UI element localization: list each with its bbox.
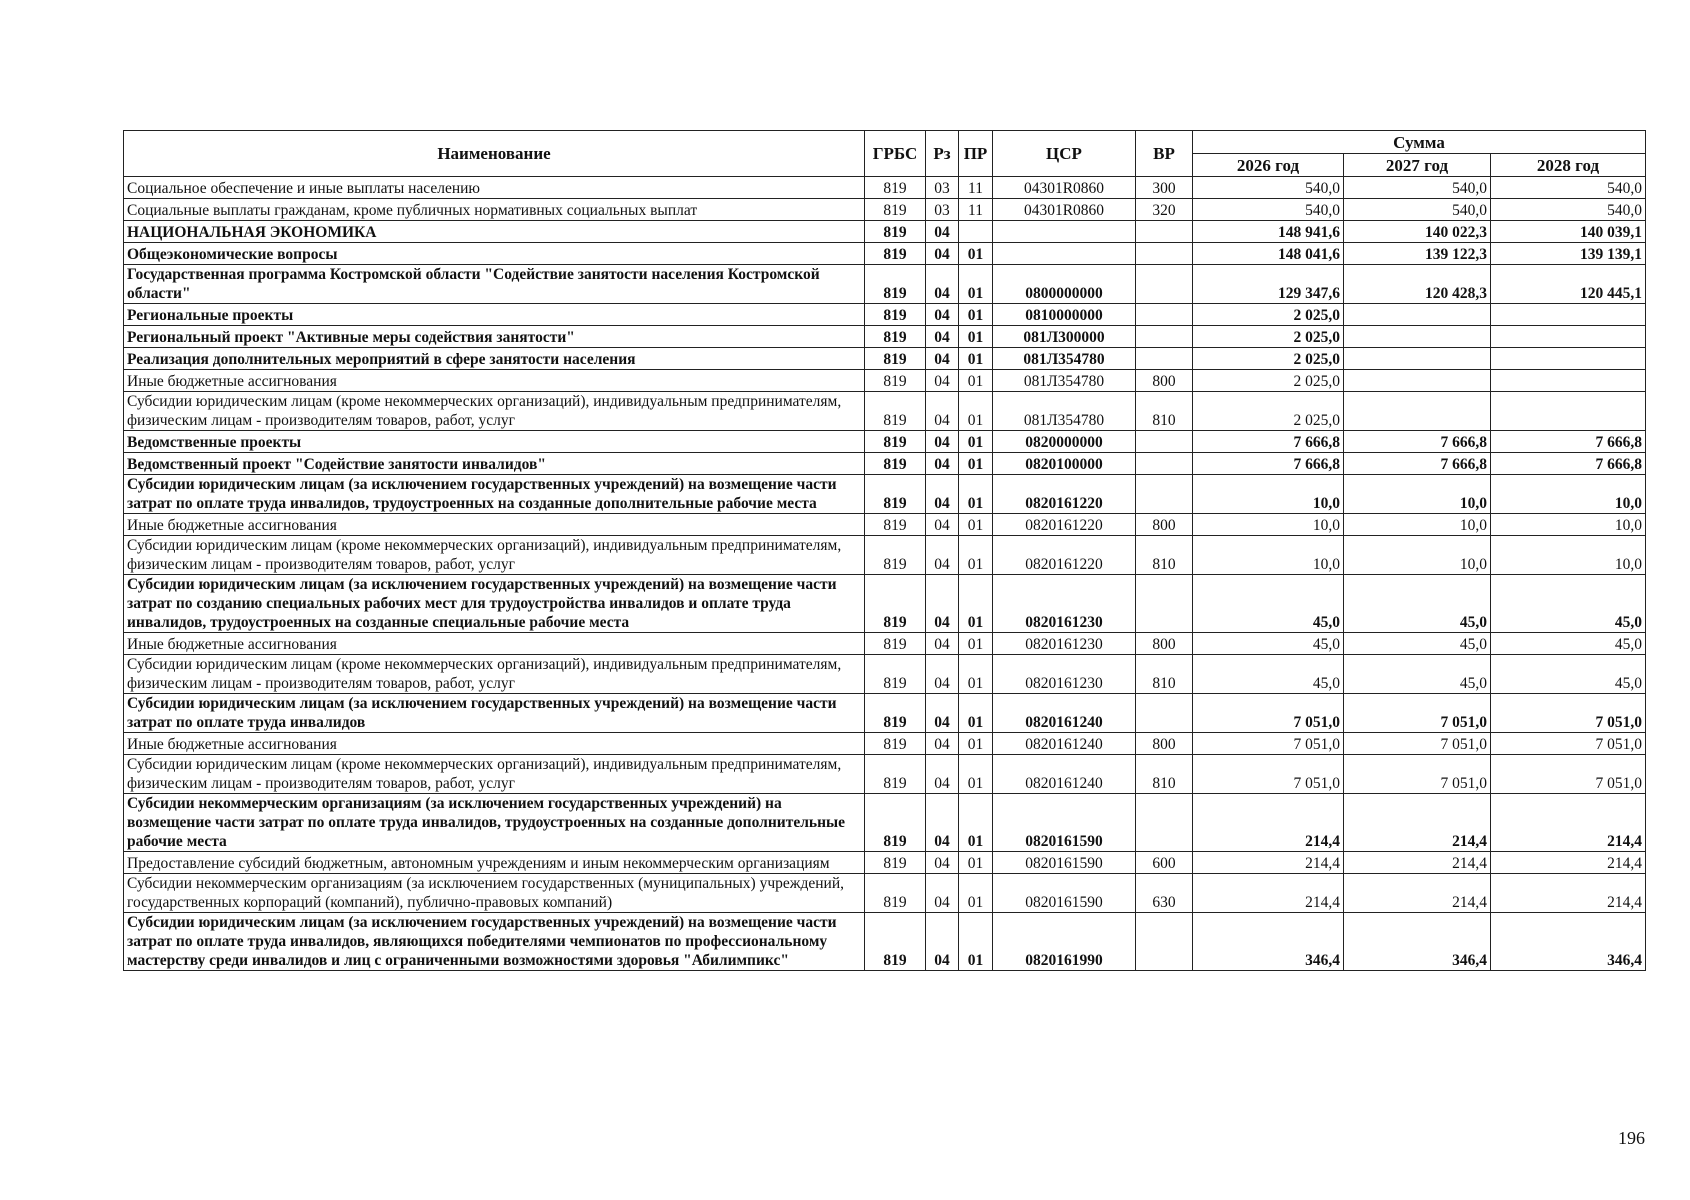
row-rz: 04 — [926, 755, 959, 794]
row-sum-2027: 540,0 — [1344, 177, 1491, 199]
row-pr: 01 — [959, 326, 993, 348]
row-csr: 0820161220 — [993, 514, 1136, 536]
row-vr: 810 — [1136, 755, 1193, 794]
row-grbs: 819 — [865, 733, 926, 755]
row-sum-2027 — [1344, 326, 1491, 348]
row-rz: 04 — [926, 370, 959, 392]
row-rz: 04 — [926, 852, 959, 874]
row-grbs: 819 — [865, 755, 926, 794]
row-sum-2028: 540,0 — [1491, 177, 1646, 199]
row-rz: 04 — [926, 633, 959, 655]
row-sum-2026: 45,0 — [1193, 655, 1344, 694]
row-vr — [1136, 453, 1193, 475]
row-csr: 0820161590 — [993, 794, 1136, 852]
row-rz: 04 — [926, 514, 959, 536]
row-pr: 01 — [959, 453, 993, 475]
row-sum-2028 — [1491, 304, 1646, 326]
row-name: Субсидии некоммерческим организациям (за исключением государственных (муниципальных) учреждений, государственных корпораций (компаний), публично-правовых компаний) — [124, 874, 865, 913]
row-csr: 081Л354780 — [993, 348, 1136, 370]
col-header-grbs: ГРБС — [865, 131, 926, 177]
row-name: Субсидии юридическим лицам (кроме некоммерческих организаций), индивидуальным предпринимателям, физическим лицам - производителям товаров, работ, услуг — [124, 755, 865, 794]
row-grbs: 819 — [865, 221, 926, 243]
row-name: Субсидии юридическим лицам (за исключением государственных учреждений) на возмещение части затрат по оплате труда инвалидов, являющихся победителями чемпионатов по профессиональному мастерству среди инвалидов и лиц с ограниченными возможностями здоровья "Абилимпикс" — [124, 913, 865, 971]
table-row — [124, 431, 1646, 453]
row-grbs: 819 — [865, 874, 926, 913]
row-csr: 081Л300000 — [993, 326, 1136, 348]
row-vr — [1136, 221, 1193, 243]
row-sum-2028: 7 051,0 — [1491, 733, 1646, 755]
row-sum-2027: 7 666,8 — [1344, 453, 1491, 475]
row-name: Предоставление субсидий бюджетным, автономным учреждениям и иным некоммерческим организациям — [124, 852, 865, 874]
table-row — [124, 392, 1646, 431]
row-pr: 01 — [959, 874, 993, 913]
row-grbs: 819 — [865, 392, 926, 431]
row-vr — [1136, 575, 1193, 633]
row-sum-2027: 346,4 — [1344, 913, 1491, 971]
row-csr: 0820161240 — [993, 755, 1136, 794]
row-pr: 01 — [959, 265, 993, 304]
row-vr: 630 — [1136, 874, 1193, 913]
row-vr — [1136, 243, 1193, 265]
row-sum-2026: 7 051,0 — [1193, 755, 1344, 794]
row-vr: 810 — [1136, 655, 1193, 694]
row-csr: 0800000000 — [993, 265, 1136, 304]
table-row — [124, 755, 1646, 794]
row-name: Субсидии юридическим лицам (за исключением государственных учреждений) на возмещение части затрат по оплате труда инвалидов — [124, 694, 865, 733]
col-header-rz: Рз — [926, 131, 959, 177]
row-csr: 081Л354780 — [993, 370, 1136, 392]
row-sum-2026: 45,0 — [1193, 575, 1344, 633]
row-sum-2027: 45,0 — [1344, 633, 1491, 655]
row-csr: 081Л354780 — [993, 392, 1136, 431]
row-sum-2027: 540,0 — [1344, 199, 1491, 221]
row-sum-2026: 7 666,8 — [1193, 453, 1344, 475]
row-sum-2026: 346,4 — [1193, 913, 1344, 971]
page-number: 196 — [1618, 1128, 1645, 1148]
row-sum-2028 — [1491, 370, 1646, 392]
row-csr: 04301R0860 — [993, 177, 1136, 199]
table-row — [124, 370, 1646, 392]
row-rz: 04 — [926, 392, 959, 431]
row-grbs: 819 — [865, 794, 926, 852]
row-name: Субсидии юридическим лицам (кроме некоммерческих организаций), индивидуальным предпринимателям, физическим лицам - производителям товаров, работ, услуг — [124, 536, 865, 575]
row-sum-2028: 45,0 — [1491, 655, 1646, 694]
table-body — [124, 177, 1646, 971]
row-sum-2026: 10,0 — [1193, 475, 1344, 514]
row-rz: 04 — [926, 431, 959, 453]
row-sum-2028: 140 039,1 — [1491, 221, 1646, 243]
row-rz: 04 — [926, 265, 959, 304]
row-sum-2026: 148 941,6 — [1193, 221, 1344, 243]
col-header-csr: ЦСР — [993, 131, 1136, 177]
row-pr: 01 — [959, 243, 993, 265]
row-vr: 320 — [1136, 199, 1193, 221]
row-sum-2026: 129 347,6 — [1193, 265, 1344, 304]
row-grbs: 819 — [865, 453, 926, 475]
row-sum-2027: 10,0 — [1344, 536, 1491, 575]
row-sum-2027: 139 122,3 — [1344, 243, 1491, 265]
row-pr: 01 — [959, 694, 993, 733]
row-csr: 0820161240 — [993, 694, 1136, 733]
row-grbs: 819 — [865, 536, 926, 575]
row-name: Иные бюджетные ассигнования — [124, 633, 865, 655]
row-grbs: 819 — [865, 633, 926, 655]
row-name: Реализация дополнительных мероприятий в сфере занятости населения — [124, 348, 865, 370]
row-pr — [959, 221, 993, 243]
row-grbs: 819 — [865, 913, 926, 971]
row-sum-2028: 7 666,8 — [1491, 453, 1646, 475]
row-name: Иные бюджетные ассигнования — [124, 370, 865, 392]
col-header-sum: Сумма — [1193, 131, 1646, 154]
row-name: Субсидии некоммерческим организациям (за исключением государственных учреждений) на возмещение части затрат по оплате труда инвалидов, трудоустроенных на созданные дополнительные рабочие места — [124, 794, 865, 852]
col-header-2028: 2028 год — [1491, 154, 1646, 177]
row-name: Государственная программа Костромской области "Содействие занятости населения Костромской области" — [124, 265, 865, 304]
row-vr: 600 — [1136, 852, 1193, 874]
row-grbs: 819 — [865, 431, 926, 453]
row-grbs: 819 — [865, 575, 926, 633]
row-sum-2028: 214,4 — [1491, 852, 1646, 874]
row-sum-2026: 2 025,0 — [1193, 326, 1344, 348]
row-rz: 04 — [926, 304, 959, 326]
row-pr: 01 — [959, 304, 993, 326]
table-row — [124, 177, 1646, 199]
row-name: Общеэкономические вопросы — [124, 243, 865, 265]
row-name: Субсидии юридическим лицам (кроме некоммерческих организаций), индивидуальным предпринимателям, физическим лицам - производителям товаров, работ, услуг — [124, 392, 865, 431]
row-grbs: 819 — [865, 694, 926, 733]
row-name: Субсидии юридическим лицам (за исключением государственных учреждений) на возмещение части затрат по оплате труда инвалидов, трудоустроенных на созданные дополнительные рабочие места — [124, 475, 865, 514]
row-sum-2027: 140 022,3 — [1344, 221, 1491, 243]
row-name: Субсидии юридическим лицам (за исключением государственных учреждений) на возмещение части затрат по созданию специальных рабочих мест для трудоустройства инвалидов и оплате труда инвалидов, трудоустроенных на созданные специальные рабочие места — [124, 575, 865, 633]
row-pr: 01 — [959, 913, 993, 971]
col-header-pr: ПР — [959, 131, 993, 177]
row-sum-2026: 214,4 — [1193, 874, 1344, 913]
budget-table — [123, 130, 1646, 971]
row-rz: 04 — [926, 221, 959, 243]
row-sum-2026: 2 025,0 — [1193, 370, 1344, 392]
row-sum-2028 — [1491, 326, 1646, 348]
row-pr: 01 — [959, 536, 993, 575]
row-sum-2027: 120 428,3 — [1344, 265, 1491, 304]
row-grbs: 819 — [865, 514, 926, 536]
row-grbs: 819 — [865, 655, 926, 694]
table-row — [124, 221, 1646, 243]
row-grbs: 819 — [865, 243, 926, 265]
row-sum-2028: 10,0 — [1491, 475, 1646, 514]
row-rz: 04 — [926, 874, 959, 913]
row-vr — [1136, 265, 1193, 304]
row-rz: 04 — [926, 536, 959, 575]
row-vr — [1136, 304, 1193, 326]
row-sum-2026: 2 025,0 — [1193, 304, 1344, 326]
row-csr: 0810000000 — [993, 304, 1136, 326]
row-vr — [1136, 913, 1193, 971]
row-vr: 800 — [1136, 633, 1193, 655]
row-pr: 01 — [959, 431, 993, 453]
row-sum-2028: 540,0 — [1491, 199, 1646, 221]
row-pr: 01 — [959, 852, 993, 874]
row-grbs: 819 — [865, 177, 926, 199]
row-sum-2026: 45,0 — [1193, 633, 1344, 655]
row-vr: 800 — [1136, 733, 1193, 755]
row-vr — [1136, 794, 1193, 852]
table-row — [124, 536, 1646, 575]
row-csr: 0820161990 — [993, 913, 1136, 971]
table-row — [124, 874, 1646, 913]
row-sum-2028: 10,0 — [1491, 514, 1646, 536]
row-grbs: 819 — [865, 265, 926, 304]
row-rz: 04 — [926, 575, 959, 633]
row-csr — [993, 221, 1136, 243]
row-rz: 04 — [926, 733, 959, 755]
row-name: Социальное обеспечение и иные выплаты населению — [124, 177, 865, 199]
table-row — [124, 326, 1646, 348]
row-sum-2026: 7 051,0 — [1193, 733, 1344, 755]
row-csr: 0820161590 — [993, 852, 1136, 874]
row-sum-2027: 7 051,0 — [1344, 733, 1491, 755]
row-pr: 11 — [959, 177, 993, 199]
row-name: Региональный проект "Активные меры содействия занятости" — [124, 326, 865, 348]
row-pr: 01 — [959, 514, 993, 536]
table-row — [124, 514, 1646, 536]
row-name: Региональные проекты — [124, 304, 865, 326]
row-sum-2026: 214,4 — [1193, 852, 1344, 874]
col-header-2027: 2027 год — [1344, 154, 1491, 177]
row-sum-2027 — [1344, 392, 1491, 431]
row-pr: 01 — [959, 733, 993, 755]
table-row — [124, 794, 1646, 852]
col-header-vr: ВР — [1136, 131, 1193, 177]
row-sum-2028: 10,0 — [1491, 536, 1646, 575]
row-sum-2027: 214,4 — [1344, 794, 1491, 852]
row-sum-2026: 540,0 — [1193, 177, 1344, 199]
row-csr: 0820161220 — [993, 536, 1136, 575]
table-row — [124, 655, 1646, 694]
row-vr — [1136, 431, 1193, 453]
row-sum-2028: 214,4 — [1491, 874, 1646, 913]
row-vr — [1136, 475, 1193, 514]
row-sum-2028: 7 051,0 — [1491, 755, 1646, 794]
table-row — [124, 475, 1646, 514]
row-pr: 01 — [959, 633, 993, 655]
row-pr: 01 — [959, 392, 993, 431]
row-sum-2026: 148 041,6 — [1193, 243, 1344, 265]
row-sum-2028: 139 139,1 — [1491, 243, 1646, 265]
row-vr: 800 — [1136, 370, 1193, 392]
row-sum-2026: 2 025,0 — [1193, 348, 1344, 370]
row-sum-2028 — [1491, 392, 1646, 431]
table-header — [124, 131, 1646, 177]
row-sum-2026: 10,0 — [1193, 514, 1344, 536]
row-name: НАЦИОНАЛЬНАЯ ЭКОНОМИКА — [124, 221, 865, 243]
row-rz: 04 — [926, 913, 959, 971]
table-row — [124, 575, 1646, 633]
row-sum-2026: 10,0 — [1193, 536, 1344, 575]
table-row — [124, 304, 1646, 326]
col-header-2026: 2026 год — [1193, 154, 1344, 177]
row-csr: 0820161230 — [993, 633, 1136, 655]
row-grbs: 819 — [865, 370, 926, 392]
row-sum-2028: 45,0 — [1491, 575, 1646, 633]
row-sum-2027: 214,4 — [1344, 852, 1491, 874]
row-pr: 11 — [959, 199, 993, 221]
row-sum-2028 — [1491, 348, 1646, 370]
row-sum-2027 — [1344, 370, 1491, 392]
row-pr: 01 — [959, 655, 993, 694]
table-row — [124, 913, 1646, 971]
row-sum-2027: 7 051,0 — [1344, 694, 1491, 733]
row-name: Ведомственные проекты — [124, 431, 865, 453]
row-sum-2027: 214,4 — [1344, 874, 1491, 913]
row-rz: 04 — [926, 794, 959, 852]
row-vr: 800 — [1136, 514, 1193, 536]
row-rz: 04 — [926, 326, 959, 348]
row-grbs: 819 — [865, 348, 926, 370]
row-vr: 300 — [1136, 177, 1193, 199]
row-sum-2026: 7 051,0 — [1193, 694, 1344, 733]
row-csr: 0820000000 — [993, 431, 1136, 453]
row-rz: 03 — [926, 199, 959, 221]
row-rz: 04 — [926, 453, 959, 475]
row-name: Ведомственный проект "Содействие занятости инвалидов" — [124, 453, 865, 475]
table-row — [124, 733, 1646, 755]
row-name: Субсидии юридическим лицам (кроме некоммерческих организаций), индивидуальным предпринимателям, физическим лицам - производителям товаров, работ, услуг — [124, 655, 865, 694]
row-grbs: 819 — [865, 304, 926, 326]
table-row — [124, 852, 1646, 874]
row-grbs: 819 — [865, 475, 926, 514]
row-sum-2027: 45,0 — [1344, 655, 1491, 694]
row-name: Иные бюджетные ассигнования — [124, 733, 865, 755]
row-sum-2027: 7 666,8 — [1344, 431, 1491, 453]
row-vr: 810 — [1136, 392, 1193, 431]
table-row — [124, 694, 1646, 733]
row-csr: 0820100000 — [993, 453, 1136, 475]
col-header-name: Наименование — [124, 131, 865, 177]
row-pr: 01 — [959, 370, 993, 392]
row-csr: 0820161240 — [993, 733, 1136, 755]
row-pr: 01 — [959, 475, 993, 514]
row-rz: 04 — [926, 348, 959, 370]
row-sum-2028: 120 445,1 — [1491, 265, 1646, 304]
row-csr: 04301R0860 — [993, 199, 1136, 221]
row-pr: 01 — [959, 755, 993, 794]
row-rz: 04 — [926, 243, 959, 265]
row-sum-2028: 214,4 — [1491, 794, 1646, 852]
row-sum-2027: 10,0 — [1344, 514, 1491, 536]
row-sum-2027: 45,0 — [1344, 575, 1491, 633]
row-sum-2028: 346,4 — [1491, 913, 1646, 971]
row-vr — [1136, 326, 1193, 348]
row-sum-2027 — [1344, 304, 1491, 326]
row-pr: 01 — [959, 348, 993, 370]
table-row — [124, 348, 1646, 370]
table-row — [124, 199, 1646, 221]
row-pr: 01 — [959, 794, 993, 852]
row-sum-2026: 214,4 — [1193, 794, 1344, 852]
row-sum-2028: 45,0 — [1491, 633, 1646, 655]
row-grbs: 819 — [865, 852, 926, 874]
row-rz: 03 — [926, 177, 959, 199]
row-name: Иные бюджетные ассигнования — [124, 514, 865, 536]
row-vr: 810 — [1136, 536, 1193, 575]
table-row — [124, 453, 1646, 475]
row-csr: 0820161230 — [993, 655, 1136, 694]
row-sum-2027 — [1344, 348, 1491, 370]
row-vr — [1136, 348, 1193, 370]
row-csr: 0820161590 — [993, 874, 1136, 913]
row-name: Социальные выплаты гражданам, кроме публичных нормативных социальных выплат — [124, 199, 865, 221]
row-csr: 0820161230 — [993, 575, 1136, 633]
row-rz: 04 — [926, 655, 959, 694]
table-row — [124, 243, 1646, 265]
row-grbs: 819 — [865, 326, 926, 348]
row-sum-2026: 7 666,8 — [1193, 431, 1344, 453]
row-sum-2027: 10,0 — [1344, 475, 1491, 514]
row-rz: 04 — [926, 475, 959, 514]
row-vr — [1136, 694, 1193, 733]
row-pr: 01 — [959, 575, 993, 633]
table-row — [124, 633, 1646, 655]
table-row — [124, 265, 1646, 304]
row-sum-2028: 7 666,8 — [1491, 431, 1646, 453]
row-sum-2027: 7 051,0 — [1344, 755, 1491, 794]
row-csr — [993, 243, 1136, 265]
row-rz: 04 — [926, 694, 959, 733]
row-sum-2026: 540,0 — [1193, 199, 1344, 221]
row-sum-2028: 7 051,0 — [1491, 694, 1646, 733]
row-grbs: 819 — [865, 199, 926, 221]
row-csr: 0820161220 — [993, 475, 1136, 514]
row-sum-2026: 2 025,0 — [1193, 392, 1344, 431]
